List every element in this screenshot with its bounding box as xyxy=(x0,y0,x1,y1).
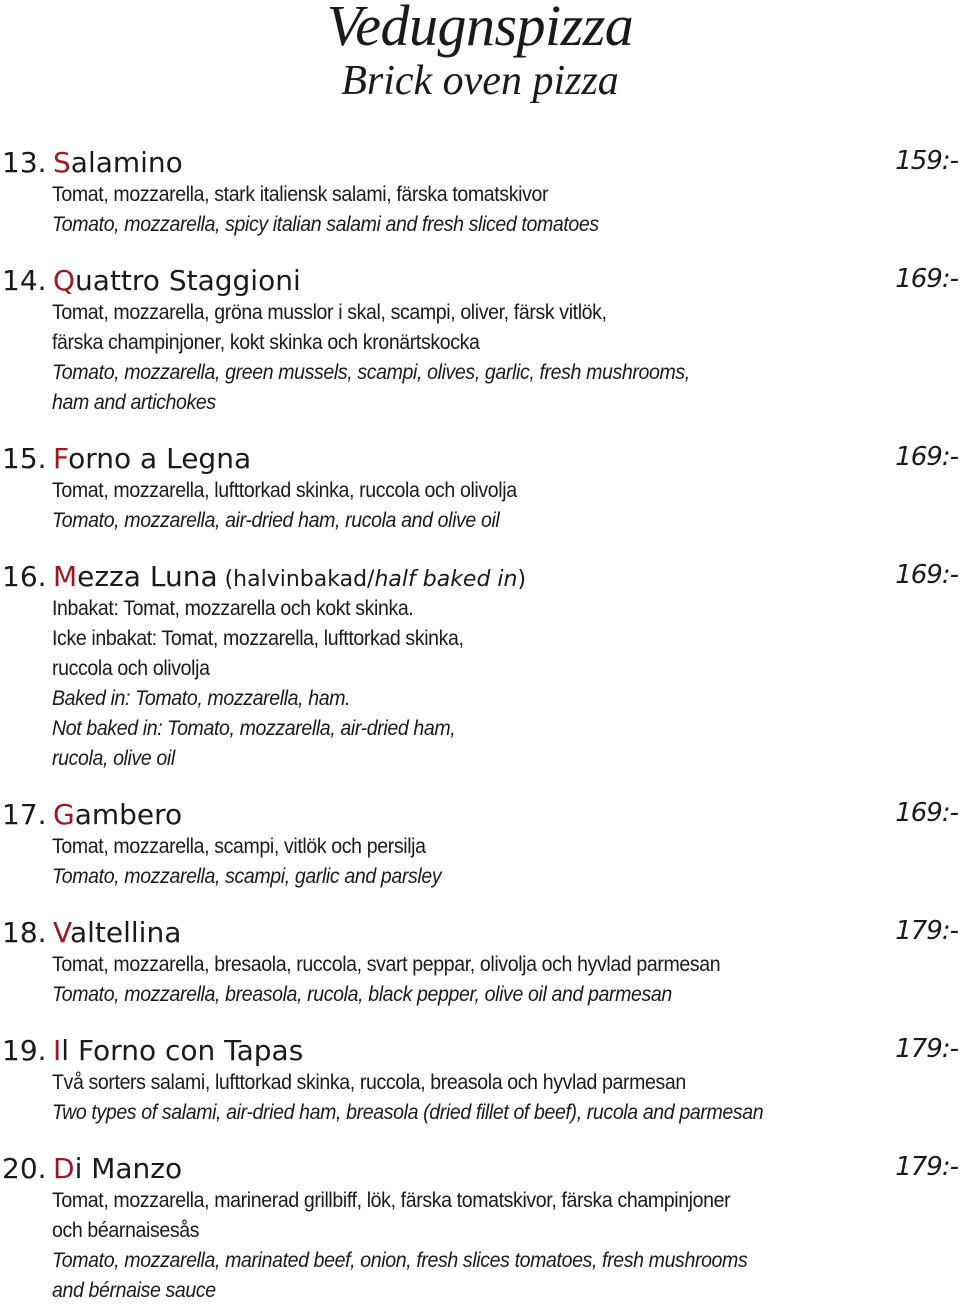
description-line-en: Baked in: Tomato, mozzarella, ham. xyxy=(52,687,351,710)
item-name-initial: S xyxy=(53,146,71,179)
description-line-en: Tomato, mozzarella, marinated beef, onion, fresh slices tomatoes, fresh mushrooms xyxy=(52,1249,748,1272)
item-name xyxy=(53,264,301,298)
item-number: 18. xyxy=(2,916,47,949)
item-price: 179:- xyxy=(895,1034,958,1064)
item-price: 169:- xyxy=(895,560,958,590)
item-name-initial: F xyxy=(53,442,69,475)
item-name-rest: ambero xyxy=(74,798,183,831)
description-line-en: Two types of salami, air-dried ham, breasola (dried fillet of beef), rucola and parmesan xyxy=(52,1101,764,1124)
item-number: 17. xyxy=(2,798,47,831)
item-name-rest: i Manzo xyxy=(74,1152,183,1185)
description-line-sv: Tomat, mozzarella, bresaola, ruccola, svart peppar, olivolja och hyvlad parmesan xyxy=(52,953,721,976)
item-description xyxy=(0,950,960,1010)
item-name-rest: altellina xyxy=(69,916,182,949)
item-name xyxy=(53,442,251,476)
description-line-en: rucola, olive oil xyxy=(52,747,175,770)
description-line-en: Tomato, mozzarella, breasola, rucola, black pepper, olive oil and parmesan xyxy=(52,983,672,1006)
description-line-sv: Tomat, mozzarella, marinerad grillbiff, lök, färska tomatskivor, färska champinjoner xyxy=(52,1189,731,1212)
item-number: 19. xyxy=(2,1034,47,1067)
description-line-sv: Tomat, mozzarella, lufttorkad skinka, ruccola och olivolja xyxy=(52,479,517,502)
description-line-en: and bérnaise sauce xyxy=(52,1279,216,1302)
item-price: 169:- xyxy=(895,798,958,828)
item-name-initial: D xyxy=(53,1152,75,1185)
description-line-sv: färska champinjoner, kokt skinka och kronärtskocka xyxy=(52,331,480,354)
item-number: 15. xyxy=(2,442,47,475)
menu-item-di-manzo xyxy=(0,1152,960,1306)
item-description xyxy=(0,1186,960,1306)
item-number: 16. xyxy=(2,560,47,593)
description-line-sv: Tomat, mozzarella, gröna musslor i skal, scampi, oliver, färsk vitlök, xyxy=(52,301,607,324)
description-line-en: Tomato, mozzarella, air-dried ham, rucola and olive oil xyxy=(52,509,500,532)
description-line-sv: Tomat, mozzarella, scampi, vitlök och persilja xyxy=(52,835,426,858)
item-name xyxy=(53,560,526,597)
menu-item-mezza-luna xyxy=(0,560,960,774)
item-name-rest: ezza Luna xyxy=(77,560,218,593)
menu-item-il-forno-con-tapas xyxy=(0,1034,960,1128)
description-line-en: Tomato, mozzarella, spicy italian salami and fresh sliced tomatoes xyxy=(52,213,599,236)
item-name xyxy=(53,1034,303,1068)
menu-item-quattro-staggioni xyxy=(0,264,960,418)
description-line-en: Tomato, mozzarella, scampi, garlic and parsley xyxy=(52,865,442,888)
item-price: 169:- xyxy=(895,264,958,294)
description-line-en: ham and artichokes xyxy=(52,391,216,414)
item-name xyxy=(53,916,181,950)
description-line-sv: och béarnaisesås xyxy=(52,1219,200,1242)
description-line-sv: ruccola och olivolja xyxy=(52,657,210,680)
menu-item-forno-a-legna xyxy=(0,442,960,536)
item-number: 14. xyxy=(2,264,47,297)
item-name-initial: I xyxy=(53,1034,62,1067)
menu-item-salamino xyxy=(0,146,960,240)
page-subtitle: Brick oven pizza xyxy=(341,58,619,104)
description-line-sv: Inbakat: Tomat, mozzarella och kokt skinka. xyxy=(52,597,414,620)
description-line-sv: Tomat, mozzarella, stark italiensk salami, färska tomatskivor xyxy=(52,183,549,206)
item-price: 169:- xyxy=(895,442,958,472)
description-line-sv: Två sorters salami, lufttorkad skinka, ruccola, breasola och hyvlad parmesan xyxy=(52,1071,686,1094)
item-name-rest: uattro Staggioni xyxy=(75,264,301,297)
item-name-rest: alamino xyxy=(70,146,183,179)
item-number: 13. xyxy=(2,146,47,179)
item-description xyxy=(0,476,960,536)
item-description xyxy=(0,1068,960,1128)
item-name-initial: G xyxy=(53,798,75,831)
item-name-initial: M xyxy=(53,560,78,593)
item-name-note: (halvinbakad/half baked in) xyxy=(217,567,527,592)
item-name-initial: V xyxy=(53,916,70,949)
item-price: 159:- xyxy=(895,146,958,176)
description-line-sv: Icke inbakat: Tomat, mozzarella, lufttorkad skinka, xyxy=(52,627,464,650)
item-number: 20. xyxy=(2,1152,47,1185)
item-name-initial: Q xyxy=(53,264,76,297)
item-description xyxy=(0,832,960,892)
item-name-rest: orno a Legna xyxy=(68,442,252,475)
item-name-rest: l Forno con Tapas xyxy=(61,1034,304,1067)
menu-item-valtellina xyxy=(0,916,960,1010)
item-name xyxy=(53,146,183,180)
page-title: Vedugnspizza xyxy=(326,0,634,58)
item-description xyxy=(0,180,960,240)
item-price: 179:- xyxy=(895,1152,958,1182)
description-line-en: Not baked in: Tomato, mozzarella, air-dried ham, xyxy=(52,717,456,740)
description-line-en: Tomato, mozzarella, green mussels, scampi, olives, garlic, fresh mushrooms, xyxy=(52,361,690,384)
item-description xyxy=(0,298,960,418)
item-price: 179:- xyxy=(895,916,958,946)
item-description xyxy=(0,594,960,774)
menu-item-gambero xyxy=(0,798,960,892)
item-name xyxy=(53,798,182,832)
item-name xyxy=(53,1152,182,1186)
